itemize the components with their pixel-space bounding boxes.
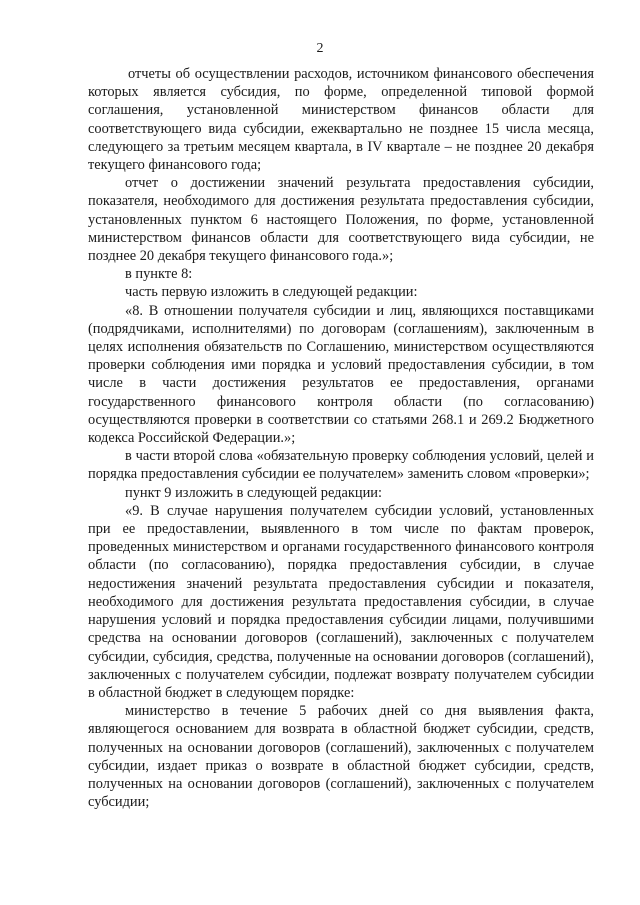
page-number: 2 bbox=[316, 41, 324, 56]
paragraph-expense-reports: отчеты об осуществлении расходов, источником финансового обеспечения которых является субсидия, по форме, определенной типовой формой соглашения, установленной министерством финансов области для соответствующего вида субсидии, ежеквартально не позднее 15 числа месяца, следующего за третьим месяцем квартала, в IV квартале – не позднее 20 декабря текущего финансового года; bbox=[88, 66, 594, 174]
document-body bbox=[88, 65, 594, 811]
paragraph-part-two-replace: в части второй слова «обязательную проверку соблюдения условий, целей и порядка предоставления субсидии ее получателем» заменить словом «проверки»; bbox=[88, 448, 594, 483]
paragraph-ministry-order: министерство в течение 5 рабочих дней со дня выявления факта, являющегося основанием для возврата в областной бюджет субсидии, средств, полученных на основании договоров (соглашений), заключенных с получателем субсидии, издает приказ о возврате в областной бюджет субсидии, средств, полученных на основании договоров (соглашений), заключенных с получателем субсидии; bbox=[88, 703, 594, 811]
paragraph-in-clause-8: в пункте 8: bbox=[125, 266, 193, 283]
paragraph-clause-8-text: «8. В отношении получателя субсидии и лиц, являющихся поставщиками (подрядчиками, исполнителями) по договорам (соглашениям), заключенным в целях исполнения обязательств по Соглашению, министерством осуществляются проверки соблюдения ими порядка и условий предоставления субсидии, в том числе в части достижения результатов ее предоставления, органами государственного финансового контроля области (по согласованию) осуществляются проверки в соответствии со статьями 268.1 и 269.2 Бюджетного кодекса Российской Федерации.»; bbox=[88, 302, 594, 447]
paragraph-clause-9-edit: пункт 9 изложить в следующей редакции: bbox=[125, 484, 382, 501]
paragraph-clause-9-text: «9. В случае нарушения получателем субсидии условий, установленных при ее предоставлении, выявленного в том числе по фактам проверок, проведенных министерством и органами государственного финансового контроля области (по согласованию), порядка предоставления субсидии, в случае недостижения значений результата предоставления субсидии и показателя, необходимого для достижения результата предоставления субсидии, в случае нарушения условий и порядка предоставления субсидии лицами, получившими средства на основании договоров (соглашений), заключенных с получателем субсидии, субсидия, средства, полученные на основании договоров (соглашений), заключенных с получателем субсидии, подлежат возврату получателем субсидии в областной бюджет в следующем порядке: bbox=[88, 502, 594, 701]
paragraph-part-one-edit: часть первую изложить в следующей редакции: bbox=[125, 284, 418, 301]
paragraph-result-report: отчет о достижении значений результата предоставления субсидии, показателя, необходимого для достижения результата предоставления субсидии, установленных пунктом 6 настоящего Положения, по форме, установленной министерством финансов области для соответствующего вида субсидии, не позднее 20 декабря текущего финансового года.»; bbox=[88, 175, 594, 265]
